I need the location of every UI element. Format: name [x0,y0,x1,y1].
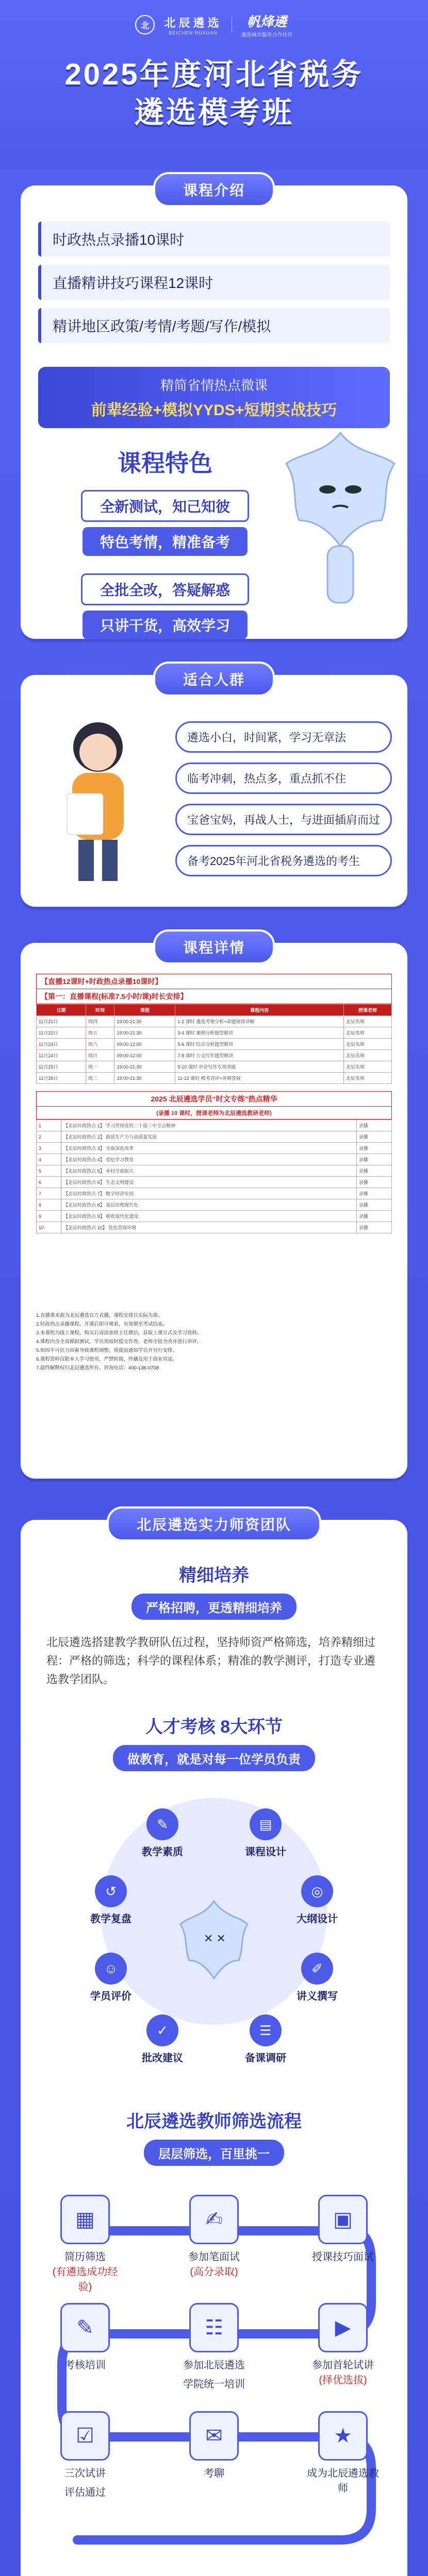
hot-topic-row: 7 【北辰时政热点 7】 数字经济发展 录播 [37,1188,392,1199]
table2-sub: (录播 10 课时，授课老师为北辰遴选教研老师) [36,1107,392,1120]
feature-tag: 全批全改，答疑解惑 [81,573,249,605]
col-time: 时间 [86,1005,114,1016]
course-detail-pill: 课程详情 [153,929,275,964]
table2-head: 2025 北辰遴选学员“时文专练”热点精华 [36,1091,392,1107]
header [0,0,428,170]
partner-brand: 帆烽遴 [246,14,287,29]
intro-item: 精讲地区政策/考情/考题/写作/模拟 [38,308,390,343]
model-title: 人才考核 8大环节 [145,1717,283,1737]
cultivate-text: 北辰遴选搭建教学教研队伍过程，坚持师资严格筛选，培养精细过程：严格的筛选；科学的课程体系；精准的教学测评，打造专业遴选教学团队。 [46,1636,376,1686]
flow-title: 北辰遴选教师筛选流程 [126,2112,302,2131]
model-badge: 做教育，就是对每一位学员负责 [113,1745,315,1771]
flow-step: ☷ 参加北辰遴选 学院统一培训 [175,2303,253,2391]
schedule-row: 11月25日 周一 19:00-21:30 9-10 课时 申论写作专项突破 北辰名师 [37,1061,392,1073]
assessment-node: ↺ 教学复盘 [83,1875,139,1925]
wechat-line-1: 精简省情热点微课 [160,378,268,393]
note-line: 7.最终解释权归北辰遴选所有。咨询电话：400-136-0708 [36,1365,159,1371]
svg-text:✕ ✕: ✕ ✕ [204,1932,226,1945]
assessment-node: ☰ 备课调研 [237,2014,294,2064]
course-detail-card [21,940,407,1479]
assessment-node: ☺ 学员评价 [83,1953,139,2003]
flow-step: ✍ 参加笔面试 (高分录取) [175,2195,253,2278]
assessment-node: ✓ 批改建议 [134,2014,191,2064]
hot-topic-row: 9 【北辰时政热点 9】 税收现代化建设 录播 [37,1211,392,1222]
assessment-node: ✎ 教学素质 [134,1808,191,1858]
flow-step: ▣ 授课技巧面试 [304,2195,382,2263]
flow-step: ✎ 考核培训 [46,2303,124,2371]
audience-pill: 适合人群 [153,662,275,697]
note-line: 6.课程资料仅限本人学习使用，严禁转载、传播及用于商业用途。 [36,1357,177,1362]
col-date: 日期 [37,1005,86,1016]
feature-tag: 特色考情，精准备考 [83,527,248,556]
wechat-banner [38,367,390,428]
note-line: 3.本课程为线上课程，购买后请添加班主任微信，获取上课方式及学习资料。 [36,1330,202,1336]
schedule-row: 11月22日 周五 19:00-21:30 3-4 课时 案例分析题型精讲 北辰名师 [37,1027,392,1039]
col-teacher: 授课老师 [344,1005,392,1016]
brand-sub: BEICHEN RUXUAN [169,30,218,36]
hot-topic-row: 8 【北辰时政热点 8】 基层治理现代化 录播 [37,1199,392,1211]
schedule-row: 11月21日 周四 19:00-21:30 1-2 课时 遴选考情分析+命题规律讲解 北辰名师 [37,1016,392,1027]
note-line: 4.课程内含全真模拟测试，学员需按时提交作答，老师全批全改并进行讲评。 [36,1339,202,1345]
feature-box [52,445,278,639]
flow-step: ★ 成为北辰遴选教师 [304,2411,382,2495]
hot-topic-row: 1 【北辰时政热点 1】 学习贯彻党的二十届三中全会精神 录播 [37,1120,392,1131]
hot-topic-row: 3 【北辰时政热点 3】 全面深化改革 录播 [37,1143,392,1154]
partner-brand-sub: 遴选城市服务合作伙伴 [241,32,293,38]
hot-topic-row: 10 【北辰时政热点 10】 优化营商环境 录播 [37,1222,392,1233]
flow-badge: 层层筛选，百里挑一 [144,2140,284,2166]
team-pill: 北辰遴选实力师资团队 [107,1506,321,1541]
feature-title: 课程特色 [118,450,212,477]
schedule-row: 11月26日 周二 19:00-21:30 11-12 课时 模考讲评+冲刺答疑 北辰名师 [37,1073,392,1084]
intro-list [21,185,407,357]
cultivate-title: 精细培养 [179,1566,249,1585]
note-line: 2.时政热点录播课程，开课后即可观看，有效期至考试结束。 [36,1321,168,1327]
intro-item: 直播精讲技巧课程12课时 [38,265,390,300]
mascot-icon [178,1896,250,1989]
brand-bar [0,0,428,38]
team-card [21,1517,407,2576]
hot-topic-row: 5 【北辰时政热点 5】 乡村全面振兴 录播 [37,1165,392,1177]
intro-item: 时政热点录播10课时 [38,222,390,257]
audience-item: 宝爸宝妈，再战人士，与进面插肩而过 [175,804,392,835]
course-intro-card [21,182,407,639]
assessment-node: ◎ 大纲设计 [289,1875,345,1925]
feature-tag: 只讲干货，高效学习 [83,611,248,639]
assessment-node: ✐ 讲义撰写 [289,1953,345,2003]
note-line: 5.如因不可抗力因素导致课程调整，将提前通知学员并另行安排。 [36,1348,177,1353]
col-course: 课程 [114,1005,175,1016]
flow-step: ▶ 参加首轮试讲 (择优选拔) [304,2303,382,2386]
flow-step: ▦ 简历筛选 (有遴选成功经验) [46,2195,124,2293]
hot-topic-table [36,1120,392,1233]
audience-item: 备考2025年河北省税务遴选的考生 [175,845,392,876]
schedule-row: 11月23日 周六 09:00-12:00 5-6 课时 综合分析题型精讲 北辰名师 [37,1039,392,1050]
cultivate-badge: 严格招聘，更透精细培养 [131,1594,297,1620]
mascot-icon [278,422,402,608]
flow-step: ☑ 三次试讲 评估通过 [46,2411,124,2499]
flow-step: ✉ 考聊 [175,2411,253,2480]
logo-icon: 北 [135,15,155,35]
audience-item: 临考冲刺，热点多，重点抓不住 [175,762,392,794]
assessment-node: ▤ 课程设计 [237,1808,294,1858]
schedule-row: 11月24日 周日 09:00-12:00 7-8 课时 公文写作题型精讲 北辰名师 [37,1050,392,1061]
schedule-sub: 【第一：直播课程(标准7.5小时/课)时长安排】 [36,989,392,1004]
hot-topic-row: 6 【北辰时政热点 6】 生态文明建设 录播 [37,1177,392,1188]
feature-tag: 全新测试，知己知彼 [81,490,249,522]
wechat-line-2: 前辈经验+模拟YYDS+短期实战技巧 [91,402,337,419]
title-line-2: 遴选模考班 [134,96,294,129]
course-intro-pill: 课程介绍 [153,172,275,207]
title-line-1: 2025年度河北省税务 [64,58,364,91]
audience-item: 遴选小白，时间紧，学习无章法 [175,721,392,753]
schedule-table-wrap [36,974,392,1233]
brand-name: 北辰遴选 [164,16,222,29]
hot-topic-row: 4 【北辰时政热点 4】 党纪学习教育 录播 [37,1154,392,1165]
schedule-table [36,1004,392,1084]
notes [36,1311,392,1372]
student-illustration-icon [36,711,160,886]
hot-topic-row: 2 【北辰时政热点 2】 新质生产力与高质量发展 录播 [37,1131,392,1143]
col-content: 课程内容 [175,1005,344,1016]
schedule-head: 【直播12课时+时政热点录播10课时】 [36,974,392,989]
audience-card [21,672,407,907]
note-line: 1.直播课来源为北辰遴选官方直播，课程安排以实际为准。 [36,1313,163,1318]
page-title [0,56,428,132]
